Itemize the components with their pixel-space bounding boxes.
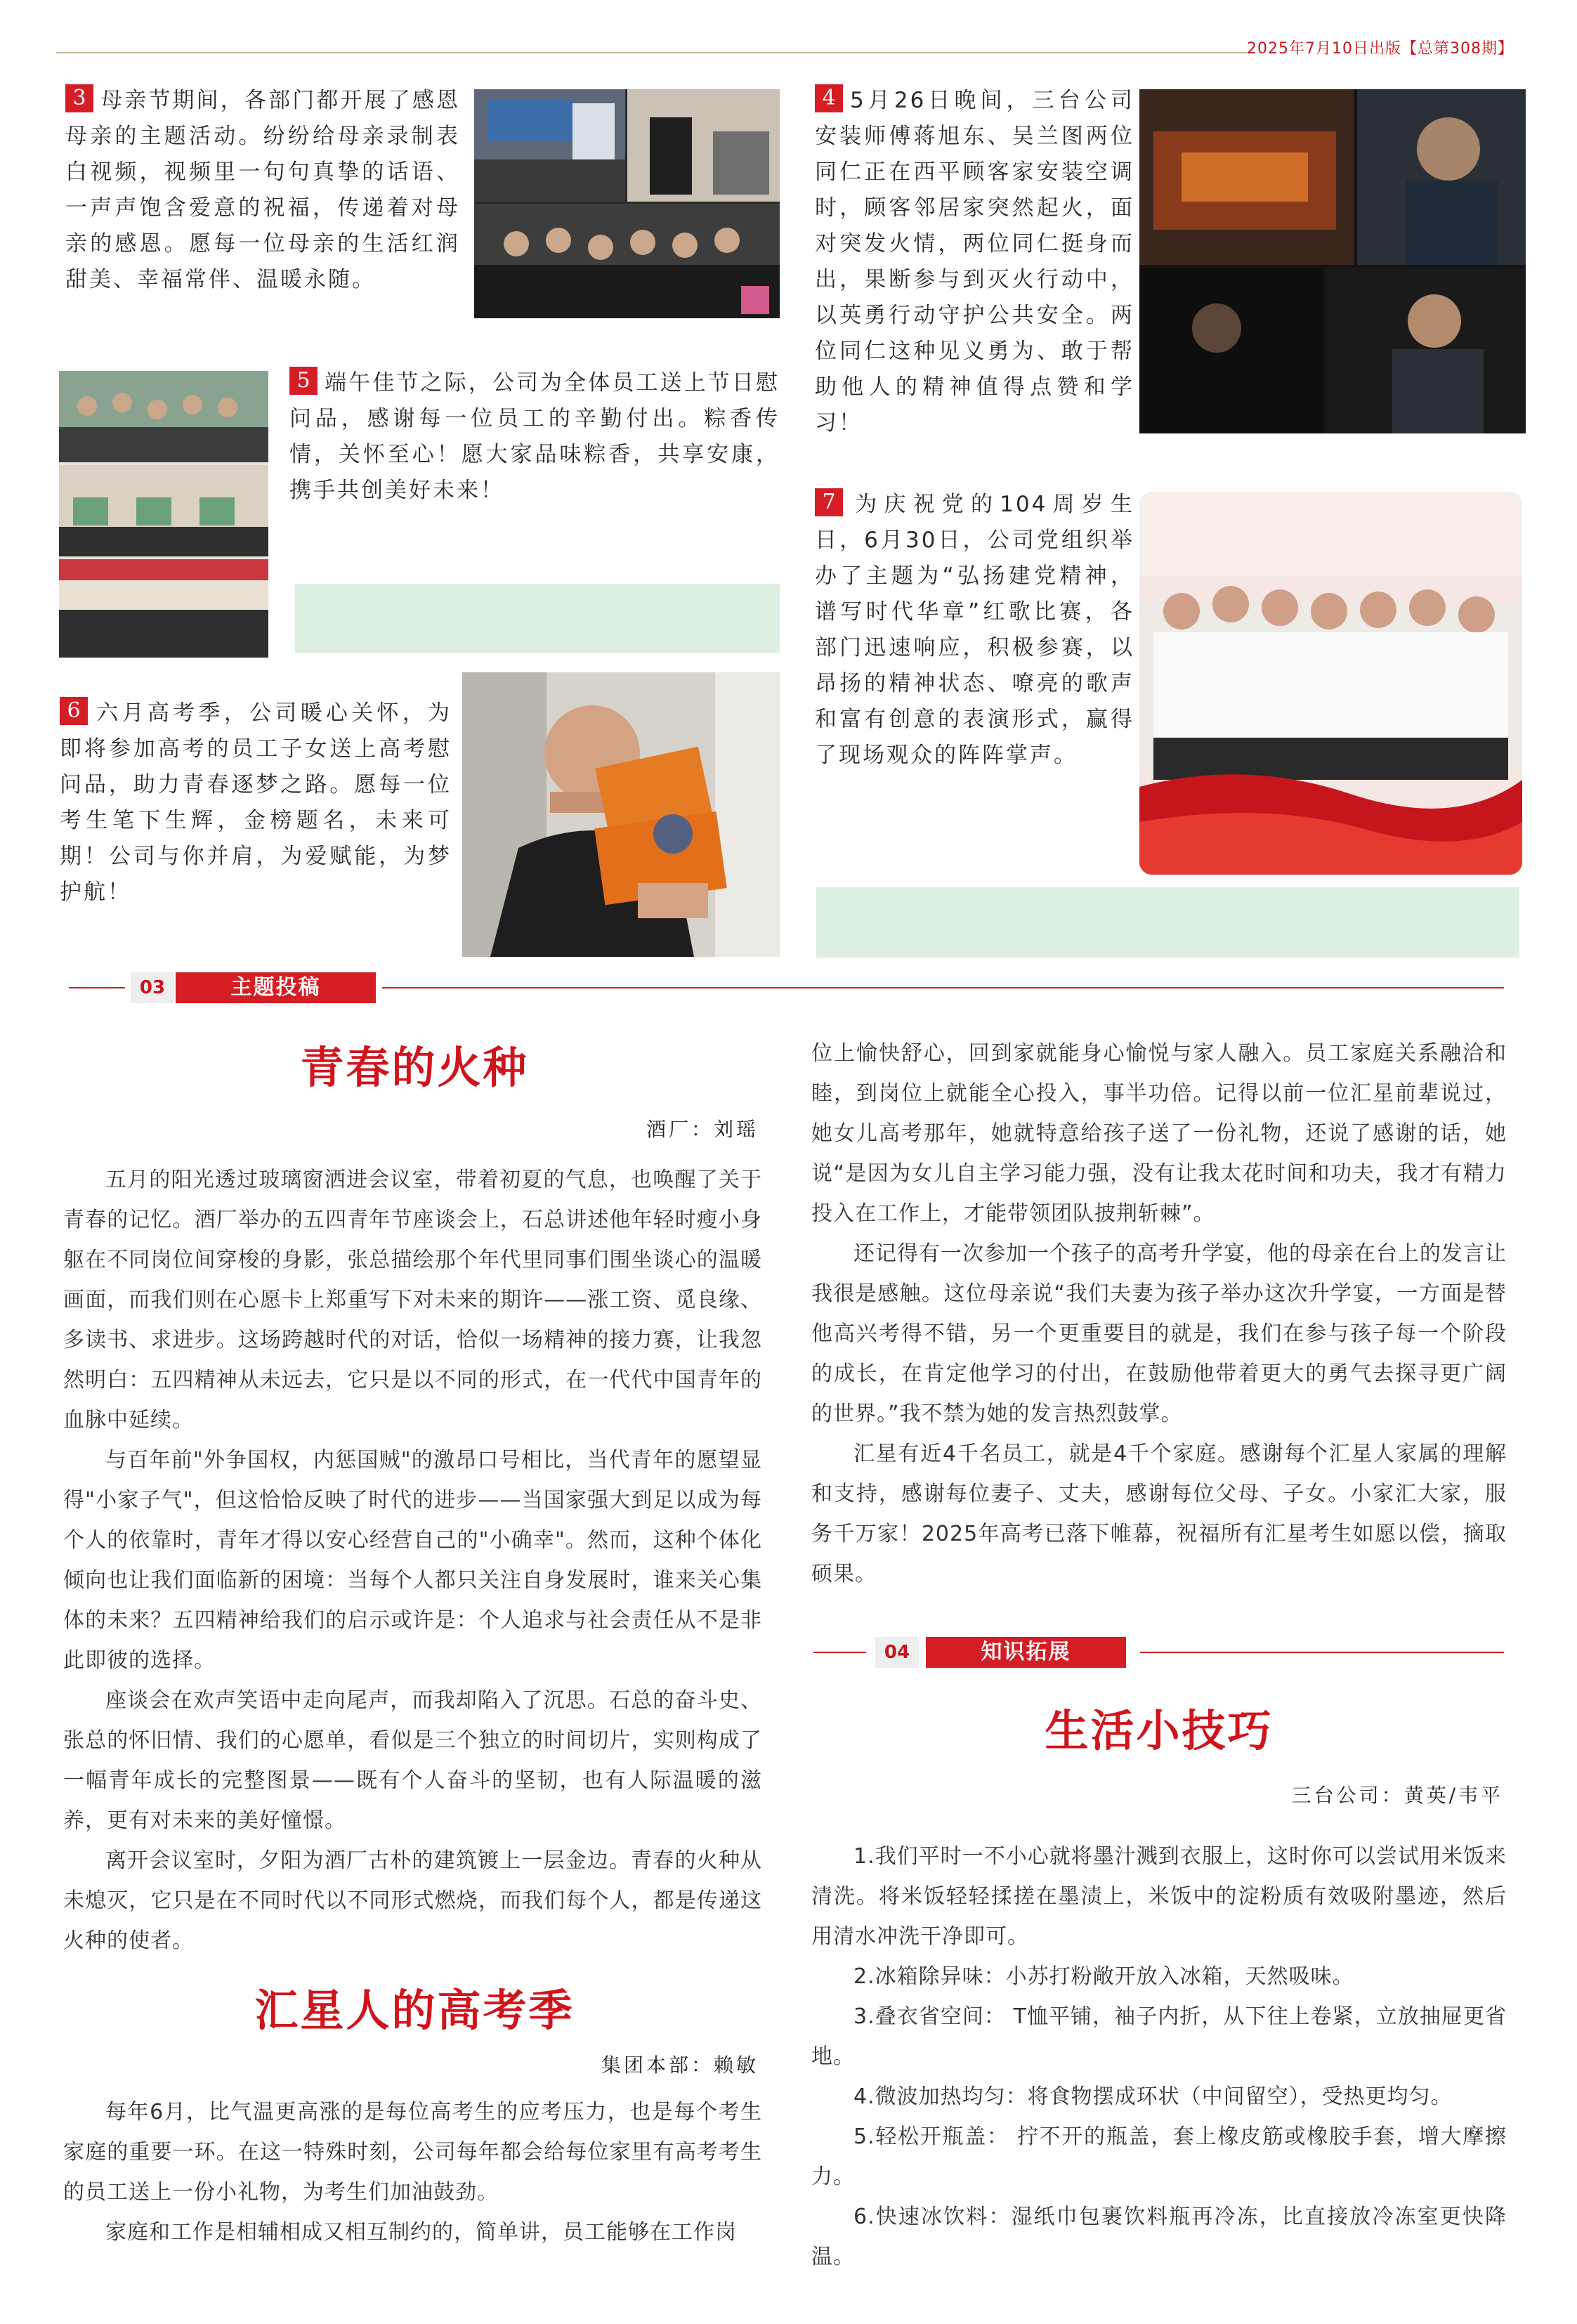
article-body <box>63 2092 762 2252</box>
article-paragraph: 座谈会在欢声笑语中走向尾声，而我却陷入了沉思。石总的奋斗史、张总的怀旧情、我们的心愿单，看似是三个独立的时间切片，实则构成了一幅青年成长的完整图景——既有个人奋斗的坚韧，也有人际温暖的滋养，更有对未来的美好憧憬。 <box>63 1688 762 1833</box>
article-title: 青春的火种 <box>300 1042 529 1093</box>
article-body-continued <box>811 1033 1507 1594</box>
red-song-contest-photo <box>1139 492 1522 875</box>
article-paragraph: 与百年前"外争国权，内惩国贼"的激昂口号相比，当代青年的愿望显得"小家子气"，但这恰恰反映了时代的进步——当国家强大到足以成为每个人的依靠时，青年才得以安心经营自己的"小确幸"。然而，这种个体化倾向也让我们面临新的困境：当每个人都只关注自身发展时，谁来关心集体的未来？五四精神给我们的启示或许是：个人追求与社会责任从不是非此即彼的选择。 <box>63 1448 762 1673</box>
tip-item: 5.轻松开瓶盖： 拧不开的瓶盖，套上橡皮筋或橡胶手套，增大摩擦力。 <box>811 2124 1507 2189</box>
article-paragraph: 五月的阳光透过玻璃窗洒进会议室，带着初夏的气息，也唤醒了关于青春的记忆。酒厂举办的五四青年节座谈会上，石总讲述他年轻时瘦小身躯在不同岗位间穿梭的身影，张总描绘那个年代里同事们围坐谈心的温暖画面，而我们则在心愿卡上郑重写下对未来的期许——涨工资、觅良缘、多读书、求进步。这场跨越时代的对话，恰似一场精神的接力赛，让我忽然明白：五四精神从未远去，它只是以不同的形式，在一代代中国青年的血脉中延续。 <box>63 1168 762 1432</box>
item-text: 5月26日晚间，三台公司安装师傅蒋旭东、吴兰图两位同仁正在西平顾客家安装空调时，顾客邻居家突然起火，面对突发火情，两位同仁挺身而出，果断参与到灭火行动中，以英勇行动守护公共安全。两位同仁这种见义勇为、敢于帮助他人的精神值得点赞和学习！ <box>815 88 1134 436</box>
item-number: 4 <box>815 84 843 112</box>
article-paragraph: 汇星有近4千名员工，就是4千个家庭。感谢每个汇星人家属的理解和支持，感谢每位妻子、丈夫，感谢每位父母、子女。小家汇大家，服务千万家！2025年高考已落下帷幕，祝福所有汇星考生如愿以偿，摘取硕果。 <box>811 1442 1507 1586</box>
gaokao-gift-photo <box>462 672 780 957</box>
news-item-7 <box>815 487 1134 773</box>
article-paragraph: 还记得有一次参加一个孩子的高考升学宴，他的母亲在台上的发言让我很是感触。这位母亲说“我们夫妻为孩子举办这次升学宴，一方面是替他高兴考得不错，另一个更重要目的就是，我们在参与孩子每一个阶段的成长，在肯定他学习的付出，在鼓励他带着更大的勇气去探寻更广阔的世界。”我不禁为她的发言热烈鼓掌。 <box>811 1241 1507 1426</box>
section-title: 知识拓展 <box>926 1637 1126 1668</box>
item-text: 为庆祝党的104周岁生日，6月30日，公司党组织举办了主题为“弘扬建党精神，谱写时代华章”红歌比赛，各部门迅速响应，积极参赛，以昂扬的精神状态、嘹亮的歌声和富有创意的表演形式，赢得了现场观众的阵阵掌声。 <box>815 492 1134 768</box>
green-spacer-box <box>816 887 1519 958</box>
item-text: 六月高考季，公司暖心关怀，为即将参加高考的员工子女送上高考慰问品，助力青春逐梦之路。愿每一位考生笔下生辉，金榜题名，未来可期！公司与你并肩，为爱赋能，为梦护航！ <box>60 700 452 905</box>
article-byline: 集团本部：赖敏 <box>601 2054 759 2077</box>
tip-item: 3.叠衣省空间： T恤平铺，袖子内折，从下往上卷紧，立放抽屉更省地。 <box>811 2004 1507 2069</box>
article-paragraph: 离开会议室时，夕阳为酒厂古朴的建筑镀上一层金边。青春的火种从未熄灭，它只是在不同时代以不同形式燃烧，而我们每个人，都是传递这火种的使者。 <box>63 1848 762 1953</box>
news-item-3 <box>65 83 460 298</box>
tip-item: 6.快速冰饮料：湿纸巾包裹饮料瓶再冷冻，比直接放冷冻室更快降温。 <box>811 2205 1507 2269</box>
tip-item: 4.微波加热均匀：将食物摆成环状（中间留空），受热更均匀。 <box>853 2084 1453 2109</box>
item-number: 7 <box>815 488 843 516</box>
item-number: 3 <box>65 84 93 112</box>
article-byline: 酒厂：刘瑶 <box>646 1118 759 1141</box>
article-body <box>63 1160 762 1961</box>
article-title: 汇星人的高考季 <box>254 1985 575 2036</box>
mothers-day-photo-collage <box>474 89 780 318</box>
fire-rescue-photo-collage <box>1139 89 1526 433</box>
section-title: 主题投稿 <box>176 972 376 1003</box>
news-item-4 <box>815 83 1134 441</box>
dragon-boat-gift-photo-collage <box>59 371 268 658</box>
section-number: 03 <box>131 972 174 1003</box>
green-spacer-box <box>295 584 780 653</box>
section-number: 04 <box>875 1637 919 1668</box>
tip-item: 2.冰箱除异味：小苏打粉敞开放入冰箱，天然吸味。 <box>853 1964 1354 1989</box>
header-rule <box>56 52 1250 53</box>
article-title: 生活小技巧 <box>1045 1705 1274 1756</box>
item-text: 端午佳节之际，公司为全体员工送上节日慰问品，感谢每一位员工的辛勤付出。粽香传情，关怀至心！愿大家品味粽香，共享安康，携手共创美好未来！ <box>289 370 780 503</box>
item-number: 5 <box>289 367 318 395</box>
news-item-6 <box>60 696 452 910</box>
issue-info: 2025年7月10日出版【总第308期】 <box>1247 40 1514 58</box>
tip-item: 1.我们平时一不小心就将墨汁溅到衣服上，这时你可以尝试用米饭来清洗。将米饭轻轻揉搓在墨渍上，米饭中的淀粉质有效吸附墨迹，然后用清水冲洗干净即可。 <box>811 1844 1507 1949</box>
article-byline: 三台公司：黄英/韦平 <box>1291 1784 1503 1807</box>
news-item-5 <box>289 365 780 509</box>
article-paragraph: 位上愉快舒心，回到家就能身心愉悦与家人融入。员工家庭关系融洽和睦，到岗位上就能全心投入，事半功倍。记得以前一位汇星前辈说过，她女儿高考那年，她就特意给孩子送了一份礼物，还说了感谢的话，她说“是因为女儿自主学习能力强，没有让我太花时间和功夫，我才有精力投入在工作上，才能带领团队披荆斩棘”。 <box>811 1041 1507 1226</box>
item-text: 母亲节期间，各部门都开展了感恩母亲的主题活动。纷纷给母亲录制表白视频，视频里一句句真挚的话语、一声声饱含爱意的祝福，传递着对母亲的感恩。愿每一位母亲的生活红润甜美、幸福常伴、温暖永随。 <box>65 88 460 292</box>
section-header-04 <box>813 1637 1504 1668</box>
section-header-03 <box>69 972 1504 1003</box>
item-number: 6 <box>60 697 88 725</box>
article-paragraph: 每年6月，比气温更高涨的是每位高考生的应考压力，也是每个考生家庭的重要一环。在这一特殊时刻，公司每年都会给每位家里有高考考生的员工送上一份小礼物，为考生们加油鼓劲。 <box>63 2100 762 2205</box>
article-paragraph: 家庭和工作是相辅相成又相互制约的，简单讲，员工能够在工作岗 <box>105 2220 737 2245</box>
tips-list <box>811 1836 1507 2277</box>
